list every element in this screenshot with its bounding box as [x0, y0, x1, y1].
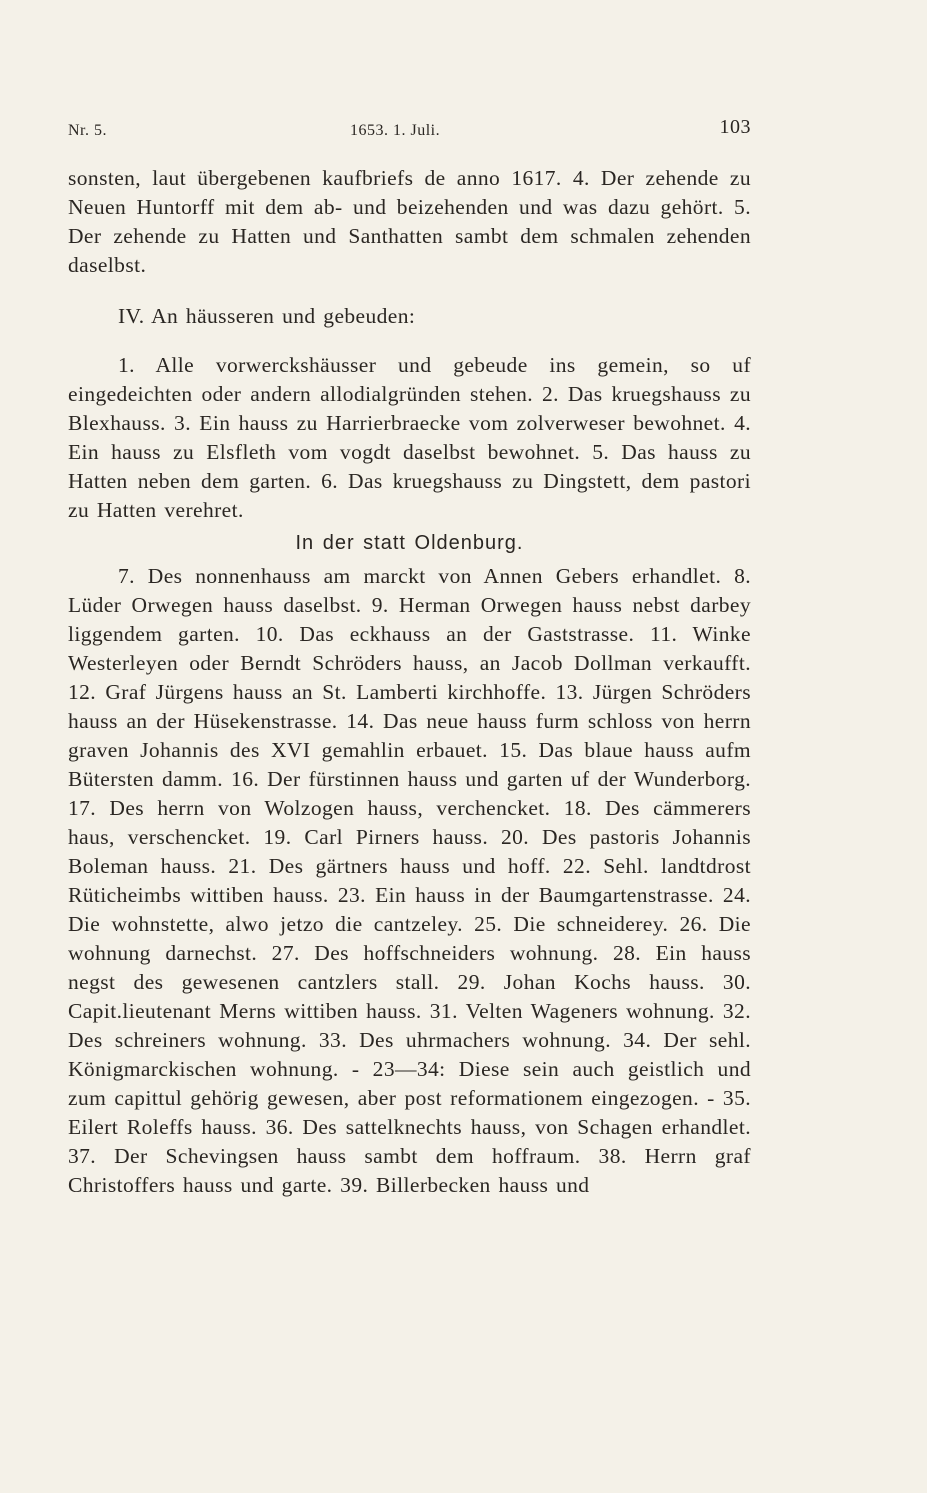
paragraph-buildings-list: 1. Alle vorwerckshäusser und gebeude ins gemein, so uf eingedeichten oder andern allodialgründen stehen. 2. Das kruegshauss zu Blexhauss. 3. Ein hauss zu Harrierbraecke vom zolverweser bewohnet. 4. Ein hauss zu Elsfleth vom vogdt daselbst bewohnet. 5. Das hauss zu Hatten neben dem garten. 6. Das kruegshauss zu Dingstett, dem pastori zu Hatten verehret.	[68, 353, 751, 522]
page-body	[68, 164, 751, 1200]
subheading-city-oldenburg: In der statt Oldenburg.	[295, 532, 524, 554]
running-header	[68, 116, 751, 144]
section-heading-iv: IV. An häusseren und gebeuden:	[118, 304, 416, 328]
header-document-number: Nr. 5.	[68, 122, 107, 139]
paragraph-city-houses-list: 7. Des nonnenhauss am marckt von Annen Gebers erhandlet. 8. Lüder Orwegen hauss daselbst. 9. Herman Orwegen hauss nebst darbey liggendem garten. 10. Das eckhauss an der Gaststrasse. 11. Winke Westerleyen oder Berndt Schröders hauss, an Jacob Dollman verkaufft. 12. Graf Jürgens hauss an St. Lamberti kirchhoffe. 13. Jürgen Schröders hauss an der Hüsekenstrasse. 14. Das neue hauss furm schloss von herrn graven Johannis des XVI gemahlin erbauet. 15. Das blaue hauss aufm Bütersten damm. 16. Der fürstinnen hauss und garten uf der Wunderborg. 17. Des herrn von Wolzogen hauss, verchencket. 18. Des cämmerers haus, verschencket. 19. Carl Pirners hauss. 20. Des pastoris Johannis Boleman hauss. 21. Des gärtners hauss und hoff. 22. Sehl. landtdrost Rüticheimbs wittiben hauss. 23. Ein hauss in der Baumgartenstrasse. 24. Die wohnstette, alwo jetzo die cantzeley. 25. Die schneiderey. 26. Die wohnung darnechst. 27. Des hoffschneiders wohnung. 28. Ein hauss negst des gewesenen cantzlers stall. 29. Johan Kochs hauss. 30. Capit.lieutenant Merns wittiben hauss. 31. Velten Wageners wohnung. 32. Des schreiners wohnung. 33. Des uhrmachers wohnung. 34. Der sehl. Königmarckischen wohnung. - 23—34: Diese sein auch geistlich und zum capittul gehörig gewesen, aber post reformationem eingezogen. - 35. Eilert Roleffs hauss. 36. Des sattelknechts hauss, von Schagen erhandlet. 37. Der Schevingsen hauss sambt dem hoffraum. 38. Herrn graf Christoffers hauss und garte. 39. Billerbecken hauss und	[68, 564, 751, 1197]
paragraph-tithes-continued: sonsten, laut übergebenen kaufbriefs de anno 1617. 4. Der zehende zu Neuen Huntorff mit dem ab- und beizehenden und was dazu gehört. 5. Der zehende zu Hatten und Santhatten sambt dem schmalen zehenden daselbst.	[68, 166, 751, 277]
header-date: 1653. 1. Juli.	[350, 122, 441, 139]
page-number: 103	[719, 116, 751, 138]
